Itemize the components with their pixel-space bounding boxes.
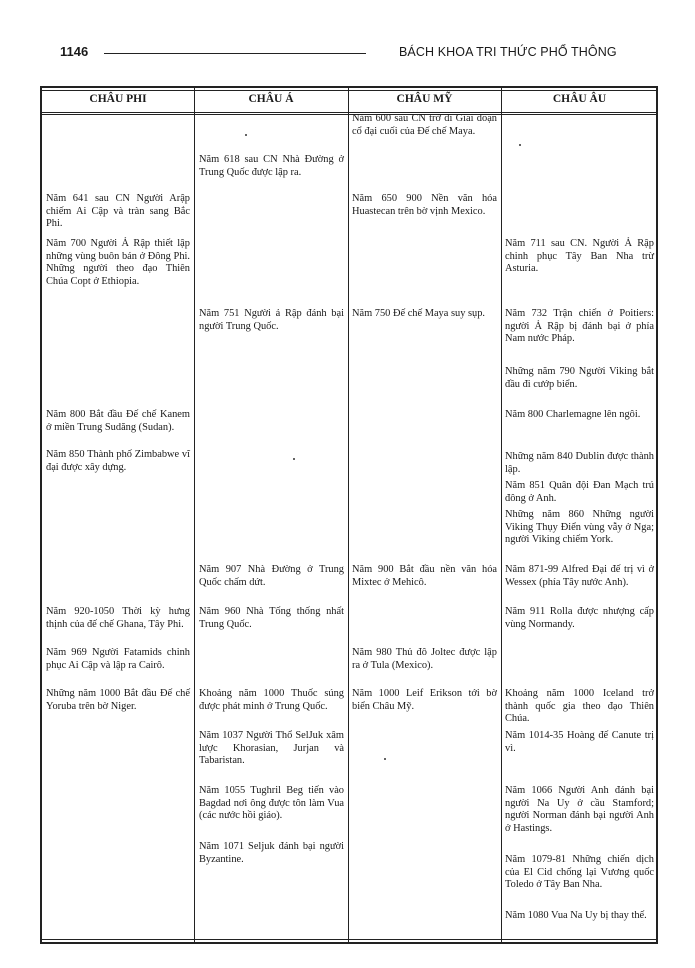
africa-entry: Năm 700 Người Ả Rập thiết lập những vùng buôn bán ở Đông Phi. Những người theo đạo Thiên Chúa Copt ở Ethiopia. — [46, 238, 190, 287]
europe-entry: Khoảng năm 1000 Iceland trở thành quốc gia theo đạo Thiên Chúa. — [505, 688, 654, 724]
africa-entry: Năm 920-1050 Thời kỳ hưng thịnh của đế chế Ghana, Tây Phi. — [46, 606, 190, 630]
running-title: BÁCH KHOA TRI THỨC PHỔ THÔNG — [399, 45, 617, 59]
column-divider — [194, 88, 195, 942]
europe-entry: Năm 711 sau CN. Người Ả Rập chinh phục Tây Ban Nha trừ Asturia. — [505, 238, 654, 274]
asia-entry: Năm 751 Người ả Rập đánh bại người Trung Quốc. — [199, 308, 344, 332]
asia-entry: Năm 907 Nhà Đường ở Trung Quốc chấm dứt. — [199, 564, 344, 588]
asia-entry: Năm 960 Nhà Tống thống nhất Trung Quốc. — [199, 606, 344, 630]
table-top-inner-rule — [42, 90, 656, 91]
header-bottom-rule-inner — [42, 114, 656, 115]
africa-entry: Những năm 1000 Bắt đầu Đế chế Yoruba trên bờ Niger. — [46, 688, 190, 712]
america-entry: Năm 980 Thủ đô Joltec được lập ra ở Tula (Mexico). — [352, 647, 497, 671]
africa-entry: Năm 850 Thành phố Zimbabwe vĩ đại được xây dựng. — [46, 449, 190, 473]
column-divider — [348, 88, 349, 942]
asia-entry: Năm 1071 Seljuk đánh bại người Byzantine. — [199, 841, 344, 865]
europe-entry: Năm 851 Quân đội Đan Mạch trú đông ở Anh. — [505, 480, 654, 504]
europe-entry: Năm 1014-35 Hoàng đế Canute trị vì. — [505, 730, 654, 754]
africa-entry: Năm 969 Người Fatamids chinh phục Ai Cập và lập ra Cairô. — [46, 647, 190, 671]
asia-entry: Năm 618 sau CN Nhà Đường ở Trung Quốc được lập ra. — [199, 154, 344, 178]
europe-entry: Năm 1066 Người Anh đánh bại người Na Uy ở cầu Stamford; người Norman đánh bại người Anh ở Hastings. — [505, 785, 654, 834]
column-divider — [501, 88, 502, 942]
header-bottom-rule — [42, 112, 656, 113]
europe-entry: Những năm 860 Những người Viking Thụy Điển vùng vẫy ở Nga; người Viking chiếm York. — [505, 509, 654, 545]
europe-entry: Năm 732 Trận chiến ở Poitiers: người Ả Rập bị đánh bại ở phía Nam nước Pháp. — [505, 308, 654, 344]
column-header-africa: CHÂU PHI — [89, 93, 147, 105]
timeline-table — [40, 86, 658, 944]
europe-entry: Những năm 840 Dublin được thành lập. — [505, 451, 654, 475]
column-header-europe: CHÂU ÂU — [552, 93, 607, 105]
print-speck — [384, 758, 386, 760]
america-entry: Năm 650 900 Nền văn hóa Huastecan trên bờ vịnh Mexico. — [352, 193, 497, 217]
europe-entry: Năm 1080 Vua Na Uy bị thay thế. — [505, 910, 647, 921]
europe-entry: Năm 800 Charlemagne lên ngôi. — [505, 409, 641, 420]
europe-entry: Năm 1079-81 Những chiến dịch của El Cid chống lại Vương quốc Toledo ở Tây Ban Nha. — [505, 854, 654, 890]
asia-entry: Năm 1037 Người Thổ SelJuk xâm lược Khorasian, Jurjan và Tabaristan. — [199, 730, 344, 766]
america-entry: Năm 1000 Leif Erikson tới bờ biển Châu Mỹ. — [352, 688, 497, 712]
table-bottom-inner-rule — [42, 939, 656, 940]
print-speck — [245, 134, 247, 136]
asia-entry: Khoảng năm 1000 Thuốc súng được phát minh ở Trung Quốc. — [199, 688, 344, 712]
america-entry: Năm 750 Đế chế Maya suy sụp. — [352, 308, 486, 319]
europe-entry: Năm 911 Rolla được nhượng cấp vùng Normandy. — [505, 606, 654, 630]
africa-entry: Năm 641 sau CN Người Arập chiếm Ai Cập và tràn sang Bắc Phi. — [46, 193, 190, 229]
europe-entry: Những năm 790 Người Viking bắt đầu đi cướp biển. — [505, 366, 654, 390]
america-entry: Năm 900 Bắt đầu nền văn hóa Mixtec ở Mehicô. — [352, 564, 497, 588]
print-speck — [519, 144, 521, 146]
asia-entry: Năm 1055 Tughril Beg tiến vào Bagdad nơi ông được tôn làm Vua (các nước hồi giáo). — [199, 785, 344, 821]
header-rule — [104, 53, 366, 54]
column-header-asia: CHÂU Á — [248, 93, 294, 105]
print-speck — [293, 458, 295, 460]
page-number: 1146 — [60, 44, 89, 59]
europe-entry: Năm 871-99 Alfred Đại đế trị vì ở Wessex (phía Tây nước Anh). — [505, 564, 654, 588]
america-entry: Năm 600 sau CN trở đi Giai đoạn cổ đại cuối của Đế chế Maya. — [352, 113, 497, 137]
africa-entry: Năm 800 Bắt đầu Đế chế Kanem ở miền Trung Sudăng (Sudan). — [46, 409, 190, 433]
column-header-america: CHÂU MỸ — [396, 93, 453, 105]
